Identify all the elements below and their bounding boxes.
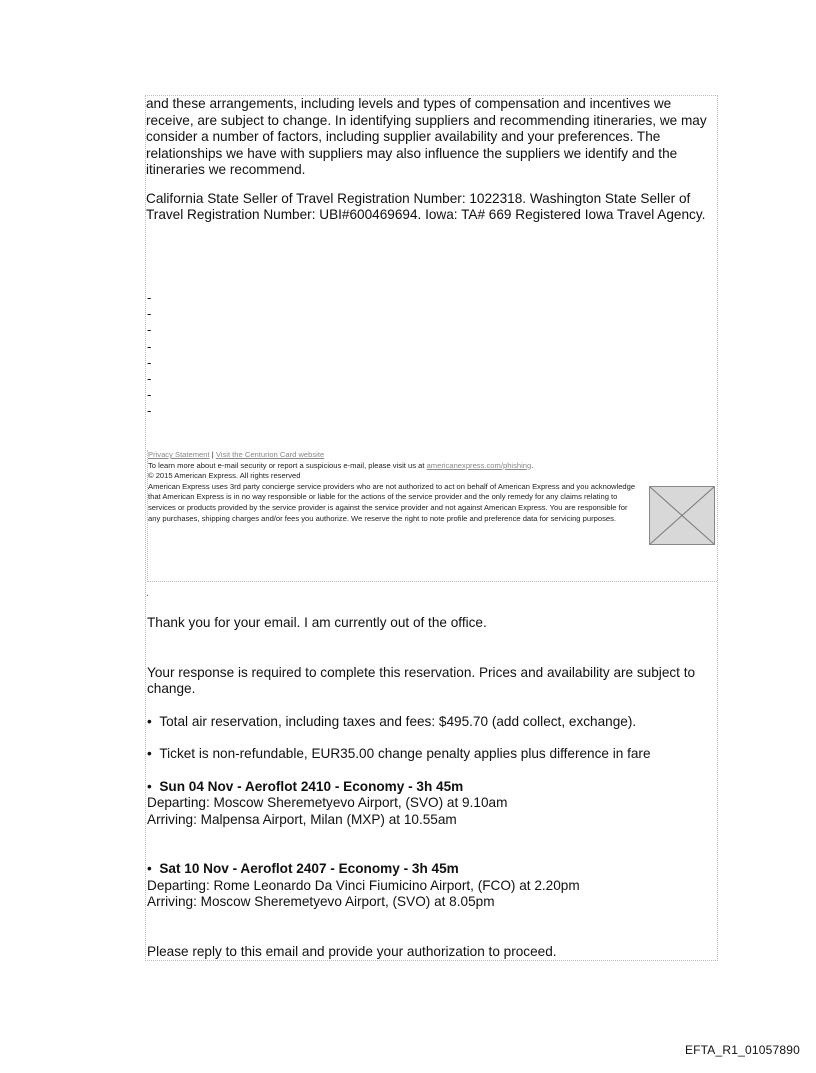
phishing-link[interactable]: americanexpress.com/phishing [426, 460, 532, 470]
registration-paragraph: California State Seller of Travel Registration Number: 1022318. Washington State Seller of Travel Registration Number: UBI#600469694. Iowa: TA# 669 Registered Iowa Travel Agency. [146, 190, 706, 222]
dash-line: - [147, 403, 152, 419]
dash-line: - [147, 306, 152, 322]
security-end: . [531, 460, 534, 470]
response-required-text: Your response is required to complete this reservation. Prices and availability are subject to change. [147, 664, 696, 696]
flight-2-arriving: Arriving: Moscow Sheremetyevo Airport, (SVO) at 8.05pm [147, 894, 495, 909]
dash-line: - [147, 338, 152, 354]
document-id: EFTA_R1_01057890 [684, 1043, 800, 1057]
compensation-paragraph: and these arrangements, including levels and types of compensation and incentives we receive, are subject to change. In identifying suppliers and recommending itineraries, we may consider a number of factors, including supplier availability and your preferences. The relationships we have with suppliers may also influence the suppliers we identify and the itineraries we recommend. [146, 96, 707, 177]
ticket-terms-bullet: • Ticket is non-refundable, EUR35.00 change penalty applies plus difference in fare [147, 746, 719, 763]
out-of-office-message: Thank you for your email. I am currently out of the office. [147, 615, 487, 630]
reservation-section [147, 615, 719, 960]
flight-1-title-text: Sun 04 Nov - Aeroflot 2410 - Economy - 3h 45m [159, 778, 464, 794]
flight-1-arriving: Arriving: Malpensa Airport, Milan (MXP) at 10.55am [147, 811, 457, 827]
disclaimer-text: American Express uses 3rd party concierge service providers who are not authorized to act on behalf of American Express and you acknowledge that American Express is in no way responsible or liable for the actions of the service provider and the only remedy for any claims relating to services or products provided by the service provider is against the service provider and not against American Express. You are responsible for any purchases, shipping charges and/or fees you authorize. We reserve the right to note profile and preference data for servicing purposes. [148, 481, 636, 523]
closing-request: Please reply to this email and provide your authorization to proceed. [147, 943, 557, 959]
footer-links-row [148, 450, 717, 461]
dash-line: - [147, 354, 152, 370]
centurion-card-link[interactable]: Visit the Centurion Card website [215, 450, 325, 459]
dash-line: - [147, 370, 152, 386]
amex-footer [147, 450, 717, 582]
flight-1-title [147, 779, 719, 796]
flight-2-departing: Departing: Rome Leonardo Da Vinci Fiumicino Airport, (FCO) at 2.20pm [147, 877, 580, 893]
flight-2-title-text: Sat 10 Nov - Aeroflot 2407 - Economy - 3h 45m [159, 861, 459, 876]
separator-dot: . [146, 588, 149, 599]
link-separator: | [211, 450, 214, 459]
copyright-text: © 2015 American Express. All rights reserved [148, 471, 301, 481]
flight-2-title [147, 861, 719, 878]
dash-list [147, 290, 151, 420]
dash-line: - [147, 387, 152, 403]
total-fare-bullet: • Total air reservation, including taxes and fees: $495.70 (add collect, exchange). [147, 714, 719, 731]
dash-line: - [147, 322, 152, 338]
privacy-statement-link[interactable]: Privacy Statement [148, 450, 210, 459]
flight-1-departing: Departing: Moscow Sheremetyevo Airport, (SVO) at 9.10am [147, 795, 508, 810]
security-notice [148, 461, 717, 472]
disclosure-section [146, 96, 717, 224]
security-text: To learn more about e-mail security or report a suspicious e-mail, please visit us at [148, 460, 425, 470]
dash-line: - [147, 290, 152, 305]
broken-image-icon [649, 486, 715, 545]
